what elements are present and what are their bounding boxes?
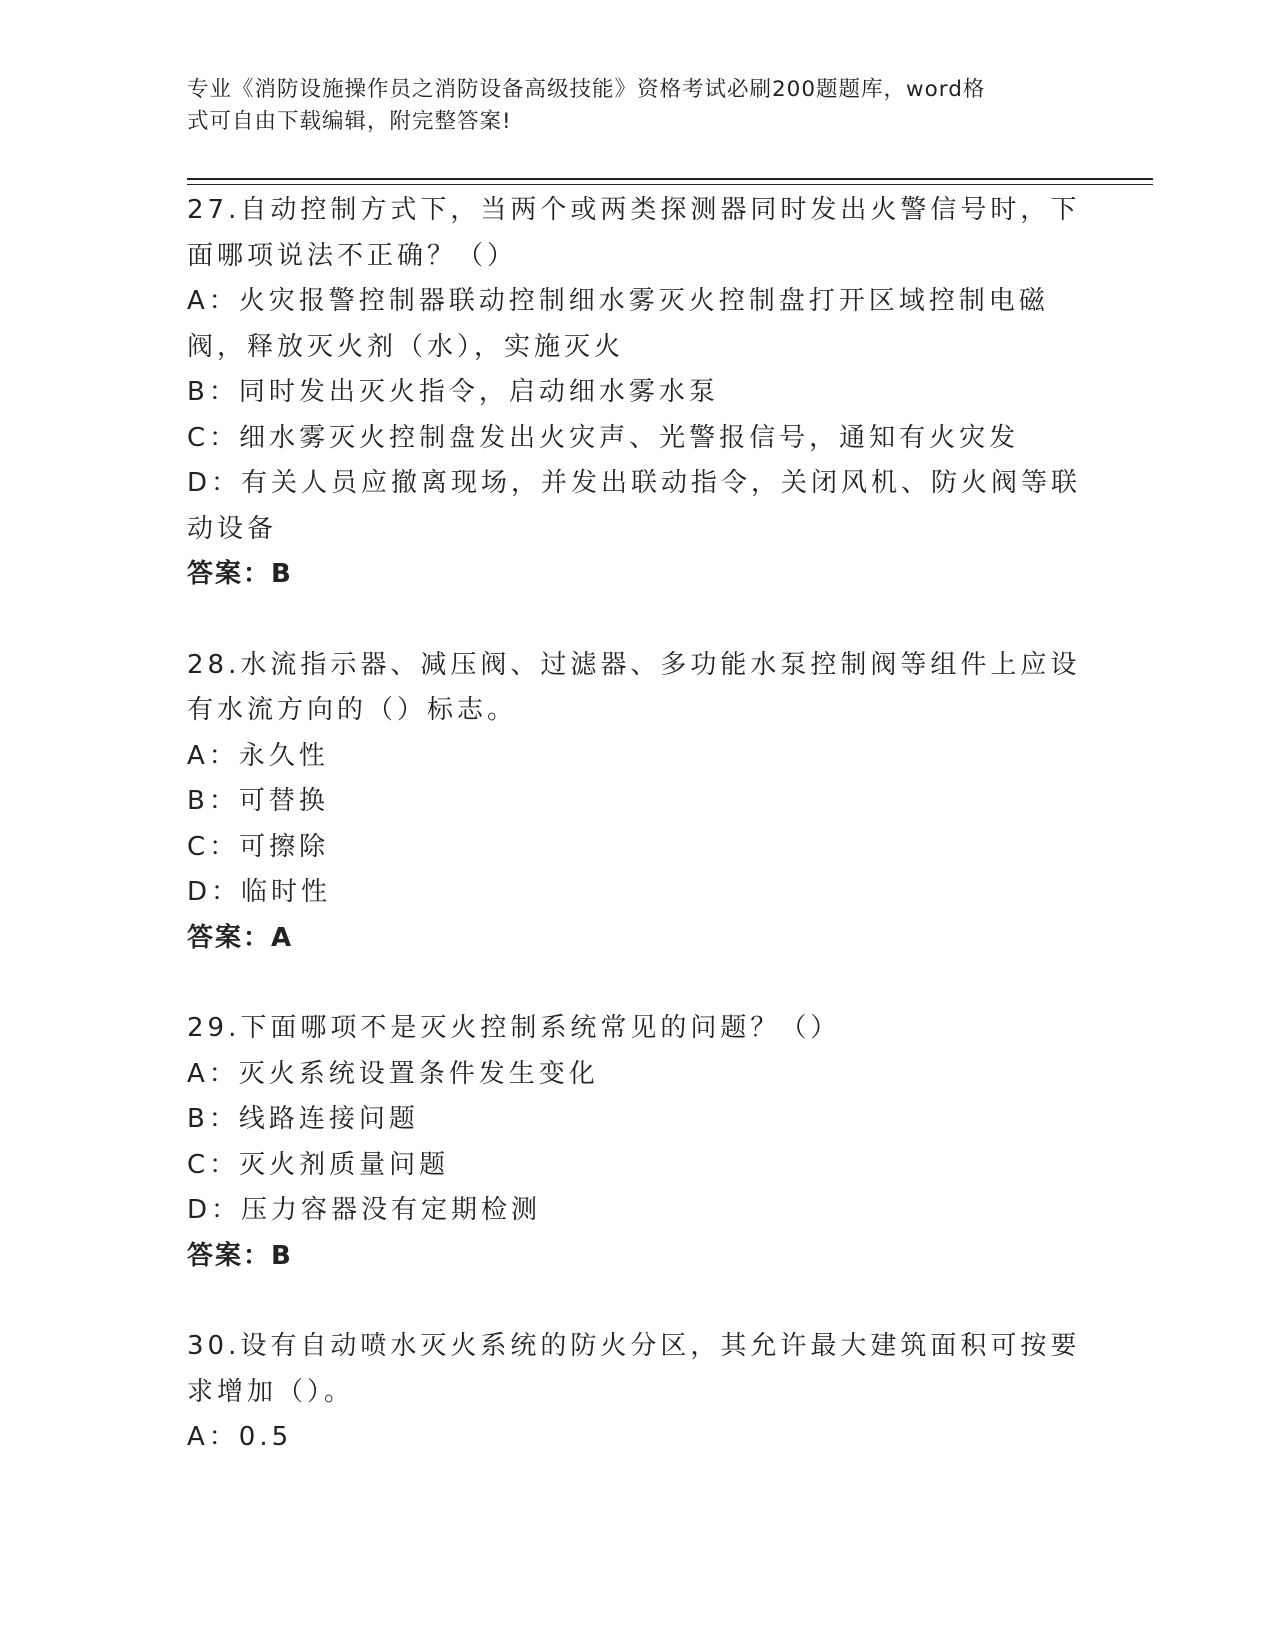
option-d: D：压力容器没有定期检测 xyxy=(187,1195,542,1225)
option-b: B：可替换 xyxy=(187,786,329,816)
option-a: A：0.5 xyxy=(187,1422,293,1452)
answer: 答案：B xyxy=(187,559,293,589)
option-d: D：临时性 xyxy=(187,877,332,907)
option-c: C：可擦除 xyxy=(187,831,330,862)
option-c: C：灭火剂质量问题 xyxy=(187,1149,450,1180)
question-title: 27.自动控制方式下，当两个或两类探测器同时发出火警信号时，下面哪项说法不正确？（） xyxy=(187,195,1081,271)
option-c: C：细水雾灭火控制盘发出火灾声、光警报信号，通知有火灾发 xyxy=(187,422,1020,453)
question-title: 30.设有自动喷水灭火系统的防火分区，其允许最大建筑面积可按要求增加（）。 xyxy=(187,1331,1081,1407)
question-30 xyxy=(187,1324,1087,1461)
document-header xyxy=(187,74,1067,138)
answer: 答案：A xyxy=(187,922,294,953)
option-a: A：火灾报警控制器联动控制细水雾灭火控制盘打开区域控制电磁阀，释放灭火剂（水），实施灭火 xyxy=(187,286,1049,362)
option-b: B：线路连接问题 xyxy=(187,1104,419,1134)
header-divider-thick xyxy=(187,178,1153,180)
header-line-2: 式可自由下载编辑，附完整答案! xyxy=(187,109,512,134)
answer: 答案：B xyxy=(187,1240,293,1271)
option-b: B：同时发出灭火指令，启动细水雾水泵 xyxy=(187,377,719,407)
question-28 xyxy=(187,643,1087,962)
question-title: 29.下面哪项不是灭火控制系统常见的问题？（） xyxy=(187,1013,841,1043)
option-d: D：有关人员应撤离现场，并发出联动指令，关闭风机、防火阀等联动设备 xyxy=(187,468,1082,544)
header-line-1: 专业《消防设施操作员之消防设备高级技能》资格考试必刷200题题库，word格 xyxy=(187,77,986,102)
header-divider-thin xyxy=(187,184,1153,185)
option-a: A：灭火系统设置条件发生变化 xyxy=(187,1058,599,1089)
option-a: A：永久性 xyxy=(187,740,329,771)
question-27 xyxy=(187,188,1087,598)
question-list xyxy=(187,188,1087,1461)
question-29 xyxy=(187,1006,1087,1279)
question-title: 28.水流指示器、减压阀、过滤器、多功能水泵控制阀等组件上应设有水流方向的（）标志。 xyxy=(187,649,1081,725)
